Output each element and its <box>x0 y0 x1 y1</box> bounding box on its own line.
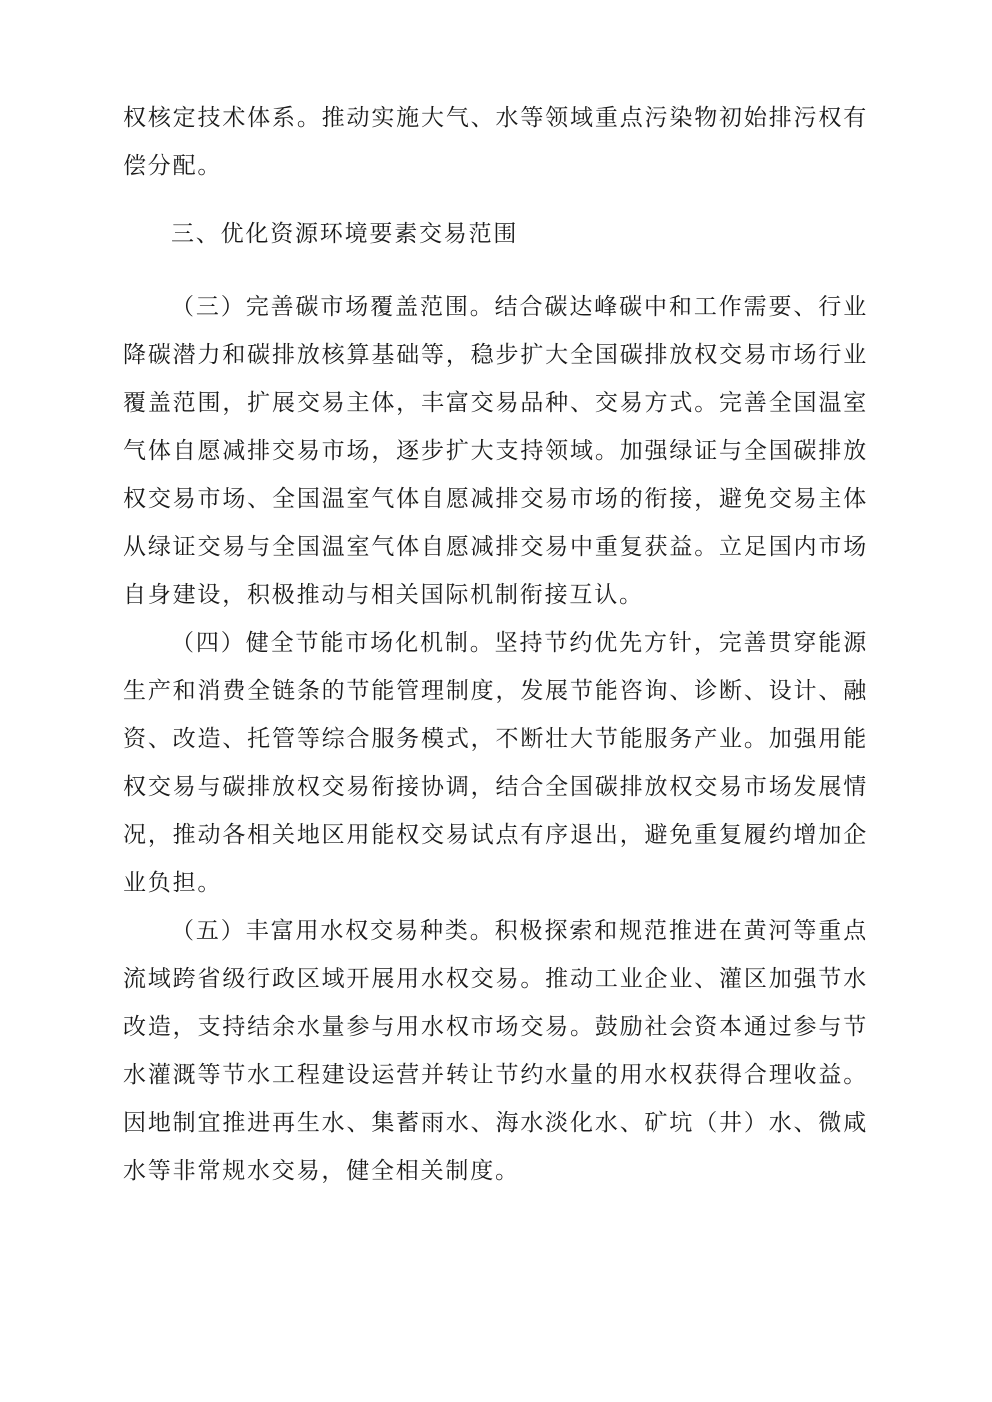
paragraph-line: （五）丰富用水权交易种类。积极探索和规范推进在黄河等重点 <box>171 918 868 944</box>
paragraph-line: 资、改造、托管等综合服务模式，不断壮大节能服务产业。加强用能 <box>123 726 868 752</box>
paragraph-water-rights <box>123 907 868 1195</box>
paragraph-line: 从绿证交易与全国温室气体自愿减排交易中重复获益。立足国内市场 <box>123 534 868 560</box>
paragraph-line: 流域跨省级行政区域开展用水权交易。推动工业企业、灌区加强节水 <box>123 966 868 992</box>
paragraph-line: 业负担。 <box>123 870 223 896</box>
paragraph-line: 自身建设，积极推动与相关国际机制衔接互认。 <box>123 582 644 608</box>
paragraph-line: 气体自愿减排交易市场，逐步扩大支持领域。加强绿证与全国碳排放 <box>123 438 868 464</box>
paragraph-line: 水灌溉等节水工程建设运营并转让节约水量的用水权获得合理收益。 <box>123 1062 868 1088</box>
section-heading <box>123 210 868 258</box>
paragraph-line: （三）完善碳市场覆盖范围。结合碳达峰碳中和工作需要、行业 <box>171 294 868 320</box>
paragraph-line: 权交易市场、全国温室气体自愿减排交易市场的衔接，避免交易主体 <box>123 486 868 512</box>
paragraph-line: 覆盖范围，扩展交易主体，丰富交易品种、交易方式。完善全国温室 <box>123 390 868 416</box>
paragraph-carbon-market <box>123 283 868 619</box>
section-heading-text: 三、优化资源环境要素交易范围 <box>171 221 519 247</box>
paragraph-line: 偿分配。 <box>123 153 223 179</box>
paragraph-line: 权交易与碳排放权交易衔接协调，结合全国碳排放权交易市场发展情 <box>123 774 868 800</box>
paragraph-line: 况，推动各相关地区用能权交易试点有序退出，避免重复履约增加企 <box>123 822 868 848</box>
paragraph-line: 降碳潜力和碳排放核算基础等，稳步扩大全国碳排放权交易市场行业 <box>123 342 868 368</box>
paragraph-line: 改造，支持结余水量参与用水权市场交易。鼓励社会资本通过参与节 <box>123 1014 868 1040</box>
paragraph-line: 权核定技术体系。推动实施大气、水等领域重点污染物初始排污权有 <box>123 105 868 131</box>
paragraph-line: 生产和消费全链条的节能管理制度，发展节能咨询、诊断、设计、融 <box>123 678 868 704</box>
paragraph-energy-saving <box>123 619 868 907</box>
paragraph-line: 水等非常规水交易，健全相关制度。 <box>123 1158 520 1184</box>
paragraph-continued <box>123 94 868 190</box>
paragraph-line: 因地制宜推进再生水、集蓄雨水、海水淡化水、矿坑（井）水、微咸 <box>123 1110 868 1136</box>
paragraph-line: （四）健全节能市场化机制。坚持节约优先方针，完善贯穿能源 <box>171 630 868 656</box>
